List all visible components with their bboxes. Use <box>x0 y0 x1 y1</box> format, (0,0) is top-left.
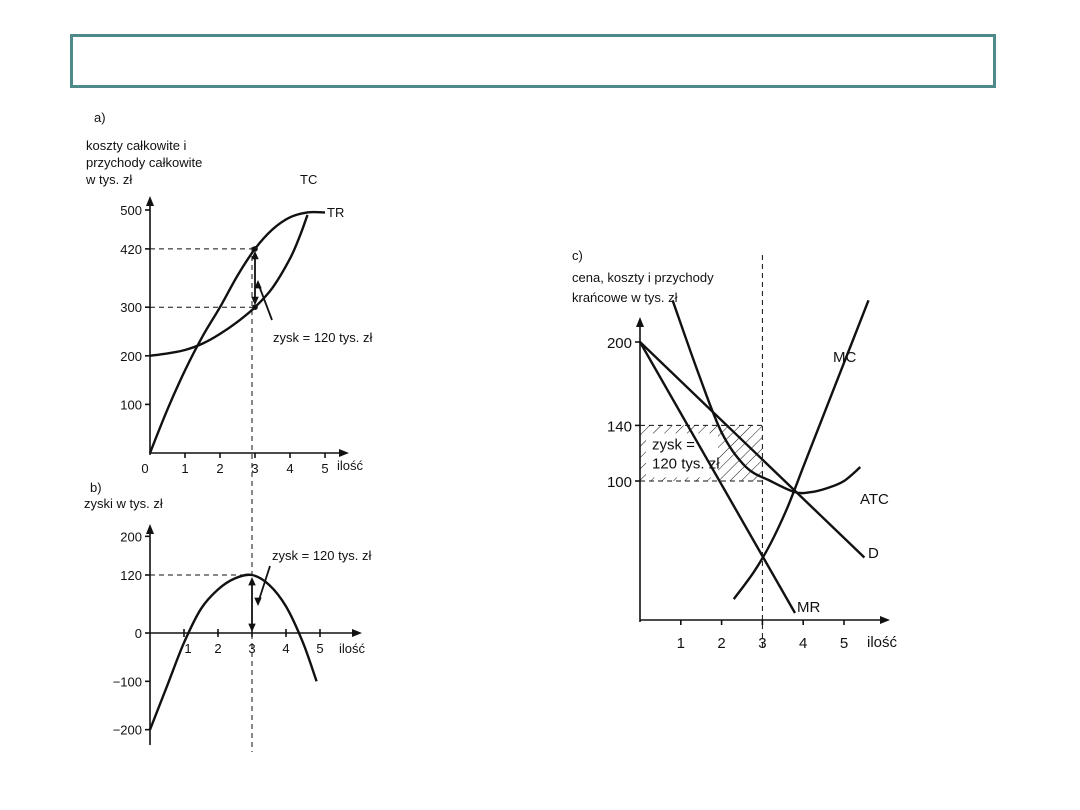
x-axis-label-c: ilość <box>866 634 898 651</box>
chart-b <box>84 480 371 745</box>
y-axis-label-b: zyski w tys. zł <box>84 496 163 511</box>
y-tick-label-b: −200 <box>112 722 142 738</box>
y-tick-label-b: 200 <box>120 529 142 545</box>
series-label-mr: MR <box>797 599 821 616</box>
guide-point-a <box>252 304 258 310</box>
y-tick-label-b: 120 <box>120 568 142 584</box>
x-tick-label-c: 5 <box>839 635 849 652</box>
x-tick-label-c: 3 <box>758 635 767 652</box>
x-axis-arrow-b <box>352 629 362 637</box>
profit-area-label: zysk = <box>652 436 695 454</box>
x-tick-label-a: 5 <box>321 461 329 476</box>
profit-curve <box>150 575 317 730</box>
arrow-head <box>254 598 262 606</box>
series-label-tc: TC <box>300 172 318 187</box>
y-tick-label-c: 200 <box>606 335 632 352</box>
y-axis-arrow-c <box>636 317 644 327</box>
y-tick-label-a: 100 <box>120 397 142 413</box>
y-tick-label-a: 420 <box>120 241 142 257</box>
arrow-head <box>248 577 256 585</box>
y-axis-label-a: koszty całkowite i <box>86 138 187 153</box>
x-tick-label-a: 1 <box>181 461 189 476</box>
y-tick-label-a: 300 <box>120 300 142 316</box>
y-axis-label-c: cena, koszty i przychody <box>572 270 714 285</box>
y-tick-label-b: 0 <box>134 626 142 641</box>
series-label-tr: TR <box>327 205 345 220</box>
series-label-mc: MC <box>833 349 857 366</box>
y-tick-label-b: −100 <box>112 674 142 690</box>
x-tick-label-c: 1 <box>676 635 685 652</box>
x-tick-label-b: 3 <box>248 641 256 656</box>
profit-area-label: 120 tys. zł <box>652 455 720 473</box>
panel-label-a: a) <box>94 110 106 125</box>
x-tick-label-b: 2 <box>214 641 222 656</box>
y-axis-label-a: przychody całkowite <box>86 155 203 170</box>
y-tick-label-a: 500 <box>120 203 142 218</box>
x-tick-label-b: 1 <box>184 641 192 656</box>
y-tick-label-a: 200 <box>120 348 142 364</box>
x-tick-label-a: 4 <box>286 461 294 476</box>
x-tick-label-a: 3 <box>251 461 259 476</box>
panel-label-c: c) <box>572 248 583 263</box>
x-tick-label-c: 2 <box>717 635 726 652</box>
y-tick-label-c: 100 <box>606 474 632 491</box>
annotation-b: zysk = 120 tys. zł <box>272 548 372 563</box>
y-tick-label-c: 140 <box>606 418 632 436</box>
x-tick-label-b: 5 <box>316 641 324 656</box>
y-axis-label-a: w tys. zł <box>86 172 133 187</box>
chart-c <box>572 248 897 652</box>
arrow-head <box>248 624 256 632</box>
y-axis-label-c: krańcowe w tys. zł <box>572 290 678 305</box>
y-axis-arrow-b <box>146 524 154 534</box>
x-axis-arrow-a <box>339 449 349 457</box>
series-label-atc: ATC <box>860 491 889 508</box>
x-axis-label-a: ilość <box>336 458 364 473</box>
x-tick-label-c: 4 <box>799 635 808 652</box>
series-label-d: D <box>868 545 879 562</box>
x-axis-arrow-c <box>880 616 890 624</box>
chart-a <box>85 110 372 476</box>
x-tick-label-a: 2 <box>216 461 224 476</box>
guide-point-a <box>252 246 258 252</box>
x-axis-label-b: ilość <box>338 641 366 656</box>
x-tick-label-a: 0 <box>141 461 149 476</box>
x-tick-label-b: 4 <box>282 641 290 656</box>
y-axis-arrow-a <box>146 196 154 206</box>
panel-label-b: b) <box>90 480 102 495</box>
annotation-a: zysk = 120 tys. zł <box>273 330 373 345</box>
